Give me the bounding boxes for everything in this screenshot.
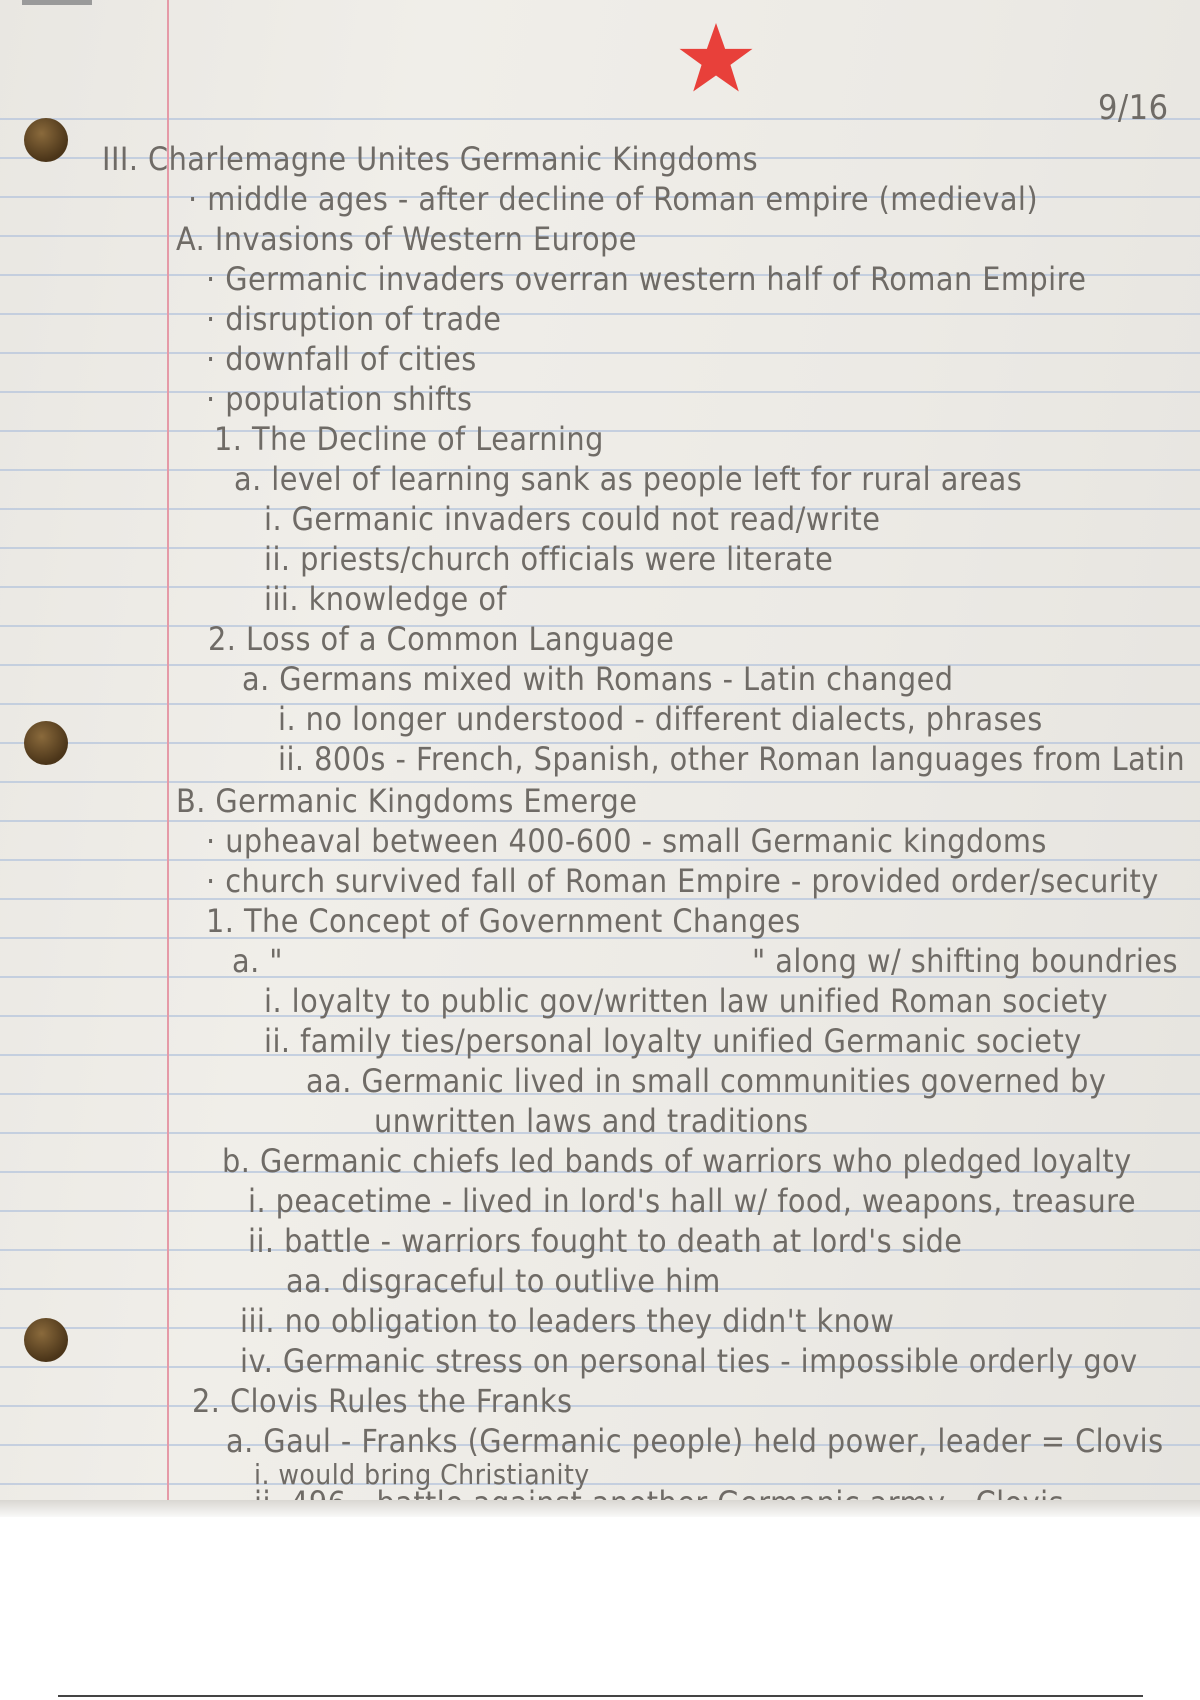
note-line: aa. Germanic lived in small communities governed by — [306, 1062, 1107, 1100]
note-line: ii. battle - warriors fought to death at lord's side — [248, 1222, 963, 1260]
ruled-line — [0, 352, 1200, 354]
note-line: " along w/ shifting boundries — [752, 942, 1178, 980]
note-line: iv. Germanic stress on personal ties - impossible orderly gov — [240, 1342, 1138, 1380]
binder-hole — [24, 118, 68, 162]
ruled-line — [0, 1405, 1200, 1407]
note-line: ii. 800s - French, Spanish, other Roman languages from Latin — [278, 740, 1186, 778]
note-line: · Germanic invaders overran western half of Roman Empire — [206, 260, 1087, 298]
note-line: 1. The Concept of Government Changes — [206, 902, 801, 940]
note-line: · upheaval between 400-600 - small Germanic kingdoms — [206, 822, 1047, 860]
note-line: a. level of learning sank as people left for rural areas — [234, 460, 1023, 498]
note-line: unwritten laws and traditions — [374, 1102, 809, 1140]
note-line: i. peacetime - lived in lord's hall w/ food, weapons, treasure — [248, 1182, 1136, 1220]
note-line: iii. no obligation to leaders they didn't know — [240, 1302, 895, 1340]
note-line: ii. priests/church officials were literate — [264, 540, 834, 578]
note-line: ii. family ties/personal loyalty unified Germanic society — [264, 1022, 1082, 1060]
note-line: III. Charlemagne Unites Germanic Kingdoms — [102, 140, 759, 178]
note-line: 2. Loss of a Common Language — [208, 620, 675, 658]
margin-line — [167, 0, 169, 1517]
note-line: b. Germanic chiefs led bands of warriors who pledged loyalty — [222, 1142, 1132, 1180]
note-line: B. Germanic Kingdoms Emerge — [176, 782, 638, 820]
ruled-line — [0, 313, 1200, 315]
photo-bottom-edge — [0, 1500, 1200, 1517]
ruled-line — [0, 118, 1200, 120]
date-label: 9/16 — [1098, 88, 1169, 128]
note-line: a. Gaul - Franks (Germanic people) held power, leader = Clovis — [226, 1422, 1164, 1460]
note-line: · church survived fall of Roman Empire - provided order/security — [206, 862, 1159, 900]
note-line: i. would bring Christianity — [254, 1458, 590, 1491]
binder-hole — [24, 721, 68, 765]
note-line: i. no longer understood - different dialects, phrases — [278, 700, 1043, 738]
note-line: a. " — [232, 942, 284, 980]
note-line: · downfall of cities — [206, 340, 477, 378]
note-line: i. loyalty to public gov/written law unified Roman society — [264, 982, 1108, 1020]
note-line: i. Germanic invaders could not read/write — [264, 500, 881, 538]
note-line: 2. Clovis Rules the Franks — [192, 1382, 573, 1420]
note-line: 1. The Decline of Learning — [214, 420, 604, 458]
star-icon — [678, 20, 754, 96]
ruled-line — [0, 586, 1200, 588]
page-divider — [58, 1695, 1143, 1697]
ruled-line — [0, 391, 1200, 393]
note-line: · population shifts — [206, 380, 473, 418]
note-line: · middle ages - after decline of Roman empire (medieval) — [188, 180, 1039, 218]
photo-edge-tab — [22, 0, 92, 5]
note-line: a. Germans mixed with Romans - Latin changed — [242, 660, 954, 698]
note-line: A. Invasions of Western Europe — [176, 220, 637, 258]
note-line: aa. disgraceful to outlive him — [286, 1262, 721, 1300]
binder-hole — [24, 1318, 68, 1362]
note-line: iii. knowledge of — [264, 580, 507, 618]
note-line: · disruption of trade — [206, 300, 502, 338]
